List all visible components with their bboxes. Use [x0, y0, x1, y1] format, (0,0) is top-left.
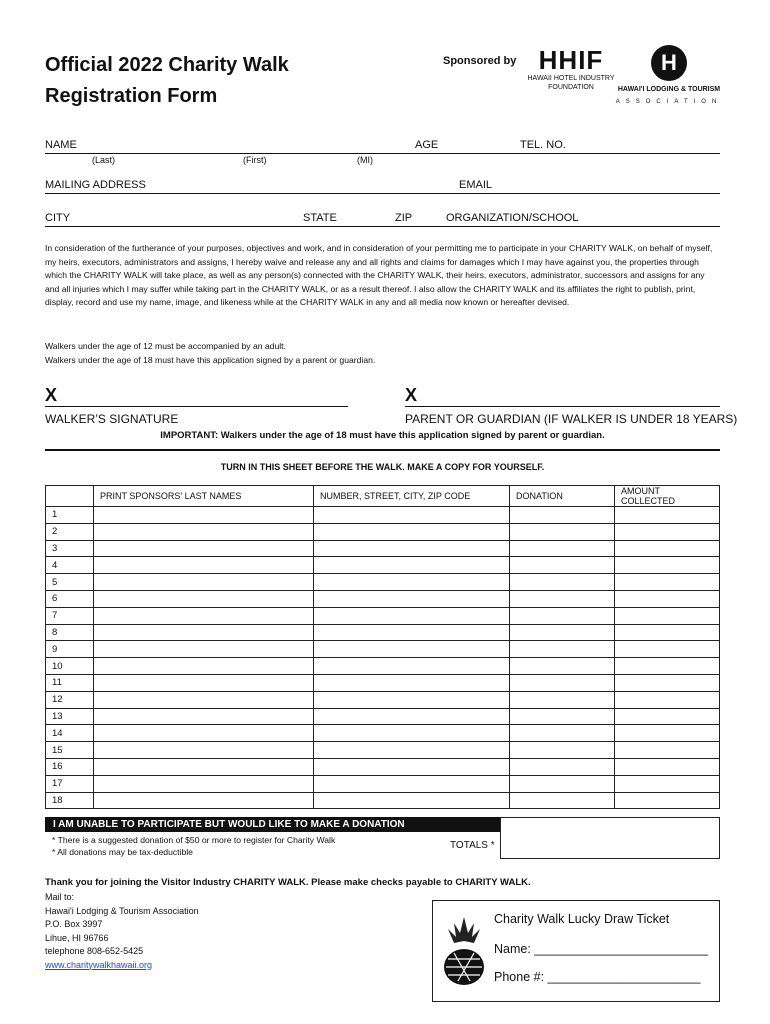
address-cell[interactable]: [314, 674, 510, 691]
table-row: [46, 674, 720, 691]
donation-cell[interactable]: [510, 792, 615, 809]
donation-cell[interactable]: [510, 742, 615, 759]
sponsor-name-cell[interactable]: [94, 742, 314, 759]
ticket-title: Charity Walk Lucky Draw Ticket: [494, 912, 670, 926]
amount-cell[interactable]: [615, 607, 720, 624]
totals-box[interactable]: [500, 817, 720, 859]
address-cell[interactable]: [314, 624, 510, 641]
sponsor-name-cell[interactable]: [94, 507, 314, 524]
sponsor-name-cell[interactable]: [94, 641, 314, 658]
donation-cell[interactable]: [510, 574, 615, 591]
totals-label: TOTALS *: [450, 840, 495, 851]
age-label: AGE: [415, 139, 439, 151]
donation-cell[interactable]: [510, 658, 615, 675]
table-row: [46, 641, 720, 658]
donation-cell[interactable]: [510, 507, 615, 524]
hlta-name-1: HAWAI'I LODGING & TOURISM: [617, 86, 721, 93]
col-address-header: NUMBER, STREET, CITY, ZIP CODE: [314, 486, 510, 507]
row-number: 14: [46, 725, 94, 742]
waiver-paragraph: In consideration of the furtherance of your purposes, objectives and work, and in consideration of your permitting me to participate in your CHARITY WALK, on behalf of myself, my heirs, executors, administrators and assigns, I hereby waive and release any and all rights and claims for damages which I may have against you, the properties through which the CHARITY WALK will take place, as well as any person(s) connected with the CHARITY WALK, their heirs, executors, administrator, successors and assigns for any and all injuries which I may suffer while taking part in the CHARITY WALK, or as a result thereof. I also allow the CHARITY WALK and its affiliates the right to publish, print, display, record and use my name, image, and likeness while at the CHARITY WALK in any and all media now known or hereafter devised.: [45, 243, 713, 308]
address-cell[interactable]: [314, 540, 510, 557]
donation-cell[interactable]: [510, 590, 615, 607]
donation-cell[interactable]: [510, 624, 615, 641]
state-label: STATE: [303, 212, 337, 224]
row-number: 15: [46, 742, 94, 759]
row-number: 6: [46, 590, 94, 607]
col-amount-header: AMOUNT COLLECTED: [615, 486, 720, 507]
sponsor-name-cell[interactable]: [94, 674, 314, 691]
donation-cell[interactable]: [510, 708, 615, 725]
sponsor-name-cell[interactable]: [94, 792, 314, 809]
pineapple-icon: [440, 915, 488, 987]
hlta-logo: [614, 45, 724, 105]
row-number: 7: [46, 607, 94, 624]
row-number: 8: [46, 624, 94, 641]
table-row: [46, 691, 720, 708]
amount-cell[interactable]: [615, 674, 720, 691]
sponsor-name-cell[interactable]: [94, 775, 314, 792]
mailing-address-label: MAILING ADDRESS: [45, 179, 146, 191]
table-row: [46, 507, 720, 524]
row-number: 16: [46, 758, 94, 775]
suggested-donation-note: * There is a suggested donation of $50 or more to register for Charity Walk: [52, 835, 336, 845]
form-title: [45, 50, 289, 112]
sponsor-name-cell[interactable]: [94, 590, 314, 607]
row-number: 12: [46, 691, 94, 708]
mail-city: Lihue, HI 96766: [45, 932, 109, 943]
table-header-row: [46, 486, 720, 507]
donation-cell[interactable]: [510, 523, 615, 540]
hlta-emblem-icon: H: [651, 45, 687, 81]
thank-you-note: Thank you for joining the Visitor Industry CHARITY WALK. Please make checks payable to CHARITY WALK.: [45, 877, 531, 888]
table-row: [46, 540, 720, 557]
address-cell[interactable]: [314, 507, 510, 524]
parent-signature-label: PARENT OR GUARDIAN (IF WALKER IS UNDER 18 YEARS): [405, 412, 738, 426]
amount-cell[interactable]: [615, 574, 720, 591]
city-line[interactable]: [45, 212, 720, 227]
donate-instead-bar: I AM UNABLE TO PARTICIPATE BUT WOULD LIKE TO MAKE A DONATION: [45, 817, 500, 832]
sponsor-name-cell[interactable]: [94, 708, 314, 725]
age-rules: [45, 340, 720, 367]
amount-cell[interactable]: [615, 742, 720, 759]
hhif-name-2: FOUNDATION: [548, 84, 594, 91]
amount-cell[interactable]: [615, 792, 720, 809]
mail-to-label: Mail to:: [45, 892, 75, 902]
walker-sign-x: X: [45, 385, 58, 405]
donation-cell[interactable]: [510, 540, 615, 557]
hlta-name-2: ASSOCIATION: [615, 99, 723, 105]
amount-cell[interactable]: [615, 641, 720, 658]
address-cell[interactable]: [314, 725, 510, 742]
row-number: 2: [46, 523, 94, 540]
address-cell[interactable]: [314, 691, 510, 708]
table-row: [46, 708, 720, 725]
amount-cell[interactable]: [615, 758, 720, 775]
walker-signature-label: WALKER’S SIGNATURE: [45, 412, 179, 426]
table-row: [46, 792, 720, 809]
mi-sublabel: (MI): [357, 155, 373, 165]
address-cell[interactable]: [314, 742, 510, 759]
amount-cell[interactable]: [615, 691, 720, 708]
city-label: CITY: [45, 212, 71, 224]
table-row: [46, 725, 720, 742]
first-sublabel: (First): [243, 155, 267, 165]
important-note: IMPORTANT: Walkers under the age of 18 must have this application signed by parent or guardian.: [160, 430, 605, 441]
email-label: EMAIL: [459, 179, 493, 191]
col-sponsor-header: PRINT SPONSORS' LAST NAMES: [94, 486, 314, 507]
sponsor-name-cell[interactable]: [94, 540, 314, 557]
row-number: 5: [46, 574, 94, 591]
address-cell[interactable]: [314, 523, 510, 540]
row-number: 4: [46, 557, 94, 574]
table-row: [46, 775, 720, 792]
title-line-2: Registration Form: [45, 85, 218, 107]
table-row: [46, 557, 720, 574]
amount-cell[interactable]: [615, 523, 720, 540]
amount-cell[interactable]: [615, 557, 720, 574]
amount-cell[interactable]: [615, 725, 720, 742]
mail-po-box: P.O. Box 3997: [45, 919, 103, 929]
section-divider: [45, 449, 720, 451]
amount-cell[interactable]: [615, 507, 720, 524]
address-cell[interactable]: [314, 607, 510, 624]
donation-cell[interactable]: [510, 775, 615, 792]
mail-telephone: telephone 808-652-5425: [45, 946, 144, 956]
row-number: 11: [46, 674, 94, 691]
tel-label: TEL. NO.: [520, 139, 566, 151]
sponsor-name-cell[interactable]: [94, 691, 314, 708]
table-row: [46, 624, 720, 641]
donation-cell[interactable]: [510, 557, 615, 574]
sponsor-name-cell[interactable]: [94, 574, 314, 591]
website-link[interactable]: www.charitywalkhawaii.org: [45, 959, 153, 970]
mailing-info: [45, 891, 199, 972]
ticket-name-field[interactable]: Name: _________________________: [494, 942, 709, 956]
address-cell[interactable]: [314, 557, 510, 574]
title-line-1: Official 2022 Charity Walk: [45, 54, 289, 76]
hhif-logo: [525, 46, 617, 92]
row-number: 18: [46, 792, 94, 809]
zip-label: ZIP: [395, 212, 413, 224]
hhif-logo-text: HHIF: [538, 45, 604, 75]
donation-cell[interactable]: [510, 691, 615, 708]
row-number: 13: [46, 708, 94, 725]
ticket-phone-field[interactable]: Phone #: ______________________: [494, 970, 701, 984]
hhif-name-1: HAWAII HOTEL INDUSTRY: [527, 75, 615, 82]
sponsor-name-cell[interactable]: [94, 758, 314, 775]
row-number: 9: [46, 641, 94, 658]
table-row: [46, 523, 720, 540]
address-cell[interactable]: [314, 590, 510, 607]
col-donation-header: DONATION: [510, 486, 615, 507]
address-cell[interactable]: [314, 574, 510, 591]
amount-cell[interactable]: [615, 708, 720, 725]
parent-signature-line[interactable]: [405, 405, 720, 407]
age-rule-12: Walkers under the age of 12 must be accompanied by an adult.: [45, 341, 286, 351]
amount-cell[interactable]: [615, 624, 720, 641]
sponsor-name-cell[interactable]: [94, 557, 314, 574]
address-line[interactable]: [45, 179, 720, 194]
age-rule-18: Walkers under the age of 18 must have this application signed by a parent or guardian.: [45, 354, 376, 365]
sponsor-table: [45, 485, 720, 809]
row-number: 3: [46, 540, 94, 557]
row-number: 10: [46, 658, 94, 675]
amount-cell[interactable]: [615, 775, 720, 792]
sponsor-name-cell[interactable]: [94, 523, 314, 540]
amount-cell[interactable]: [615, 590, 720, 607]
parent-sign-x: X: [405, 385, 418, 405]
address-cell[interactable]: [314, 708, 510, 725]
sponsored-by-label: Sponsored by: [443, 55, 517, 67]
tax-deductible-note: * All donations may be tax-deductible: [52, 847, 193, 857]
sponsor-name-cell[interactable]: [94, 607, 314, 624]
address-cell[interactable]: [314, 658, 510, 675]
row-number: 1: [46, 507, 94, 524]
amount-cell[interactable]: [615, 658, 720, 675]
donation-cell[interactable]: [510, 674, 615, 691]
sponsor-name-cell[interactable]: [94, 658, 314, 675]
donation-cell[interactable]: [510, 641, 615, 658]
amount-cell[interactable]: [615, 540, 720, 557]
donation-cell[interactable]: [510, 725, 615, 742]
address-cell[interactable]: [314, 758, 510, 775]
table-row: [46, 607, 720, 624]
table-row: [46, 742, 720, 759]
walker-signature-line[interactable]: [45, 405, 348, 407]
col-number-header: [46, 486, 94, 507]
table-row: [46, 590, 720, 607]
turn-in-note: TURN IN THIS SHEET BEFORE THE WALK. MAKE A COPY FOR YOURSELF.: [220, 462, 545, 472]
table-row: [46, 574, 720, 591]
row-number: 17: [46, 775, 94, 792]
table-row: [46, 658, 720, 675]
table-row: [46, 758, 720, 775]
mail-org: Hawai'i Lodging & Tourism Association: [45, 905, 199, 916]
sponsor-name-cell[interactable]: [94, 725, 314, 742]
name-label: NAME: [45, 139, 77, 151]
address-cell[interactable]: [314, 775, 510, 792]
address-cell[interactable]: [314, 792, 510, 809]
donation-cell[interactable]: [510, 758, 615, 775]
organization-label: ORGANIZATION/SCHOOL: [446, 212, 579, 224]
address-cell[interactable]: [314, 641, 510, 658]
sponsor-name-cell[interactable]: [94, 624, 314, 641]
last-sublabel: (Last): [92, 155, 116, 165]
name-line[interactable]: [45, 139, 720, 154]
donation-cell[interactable]: [510, 607, 615, 624]
